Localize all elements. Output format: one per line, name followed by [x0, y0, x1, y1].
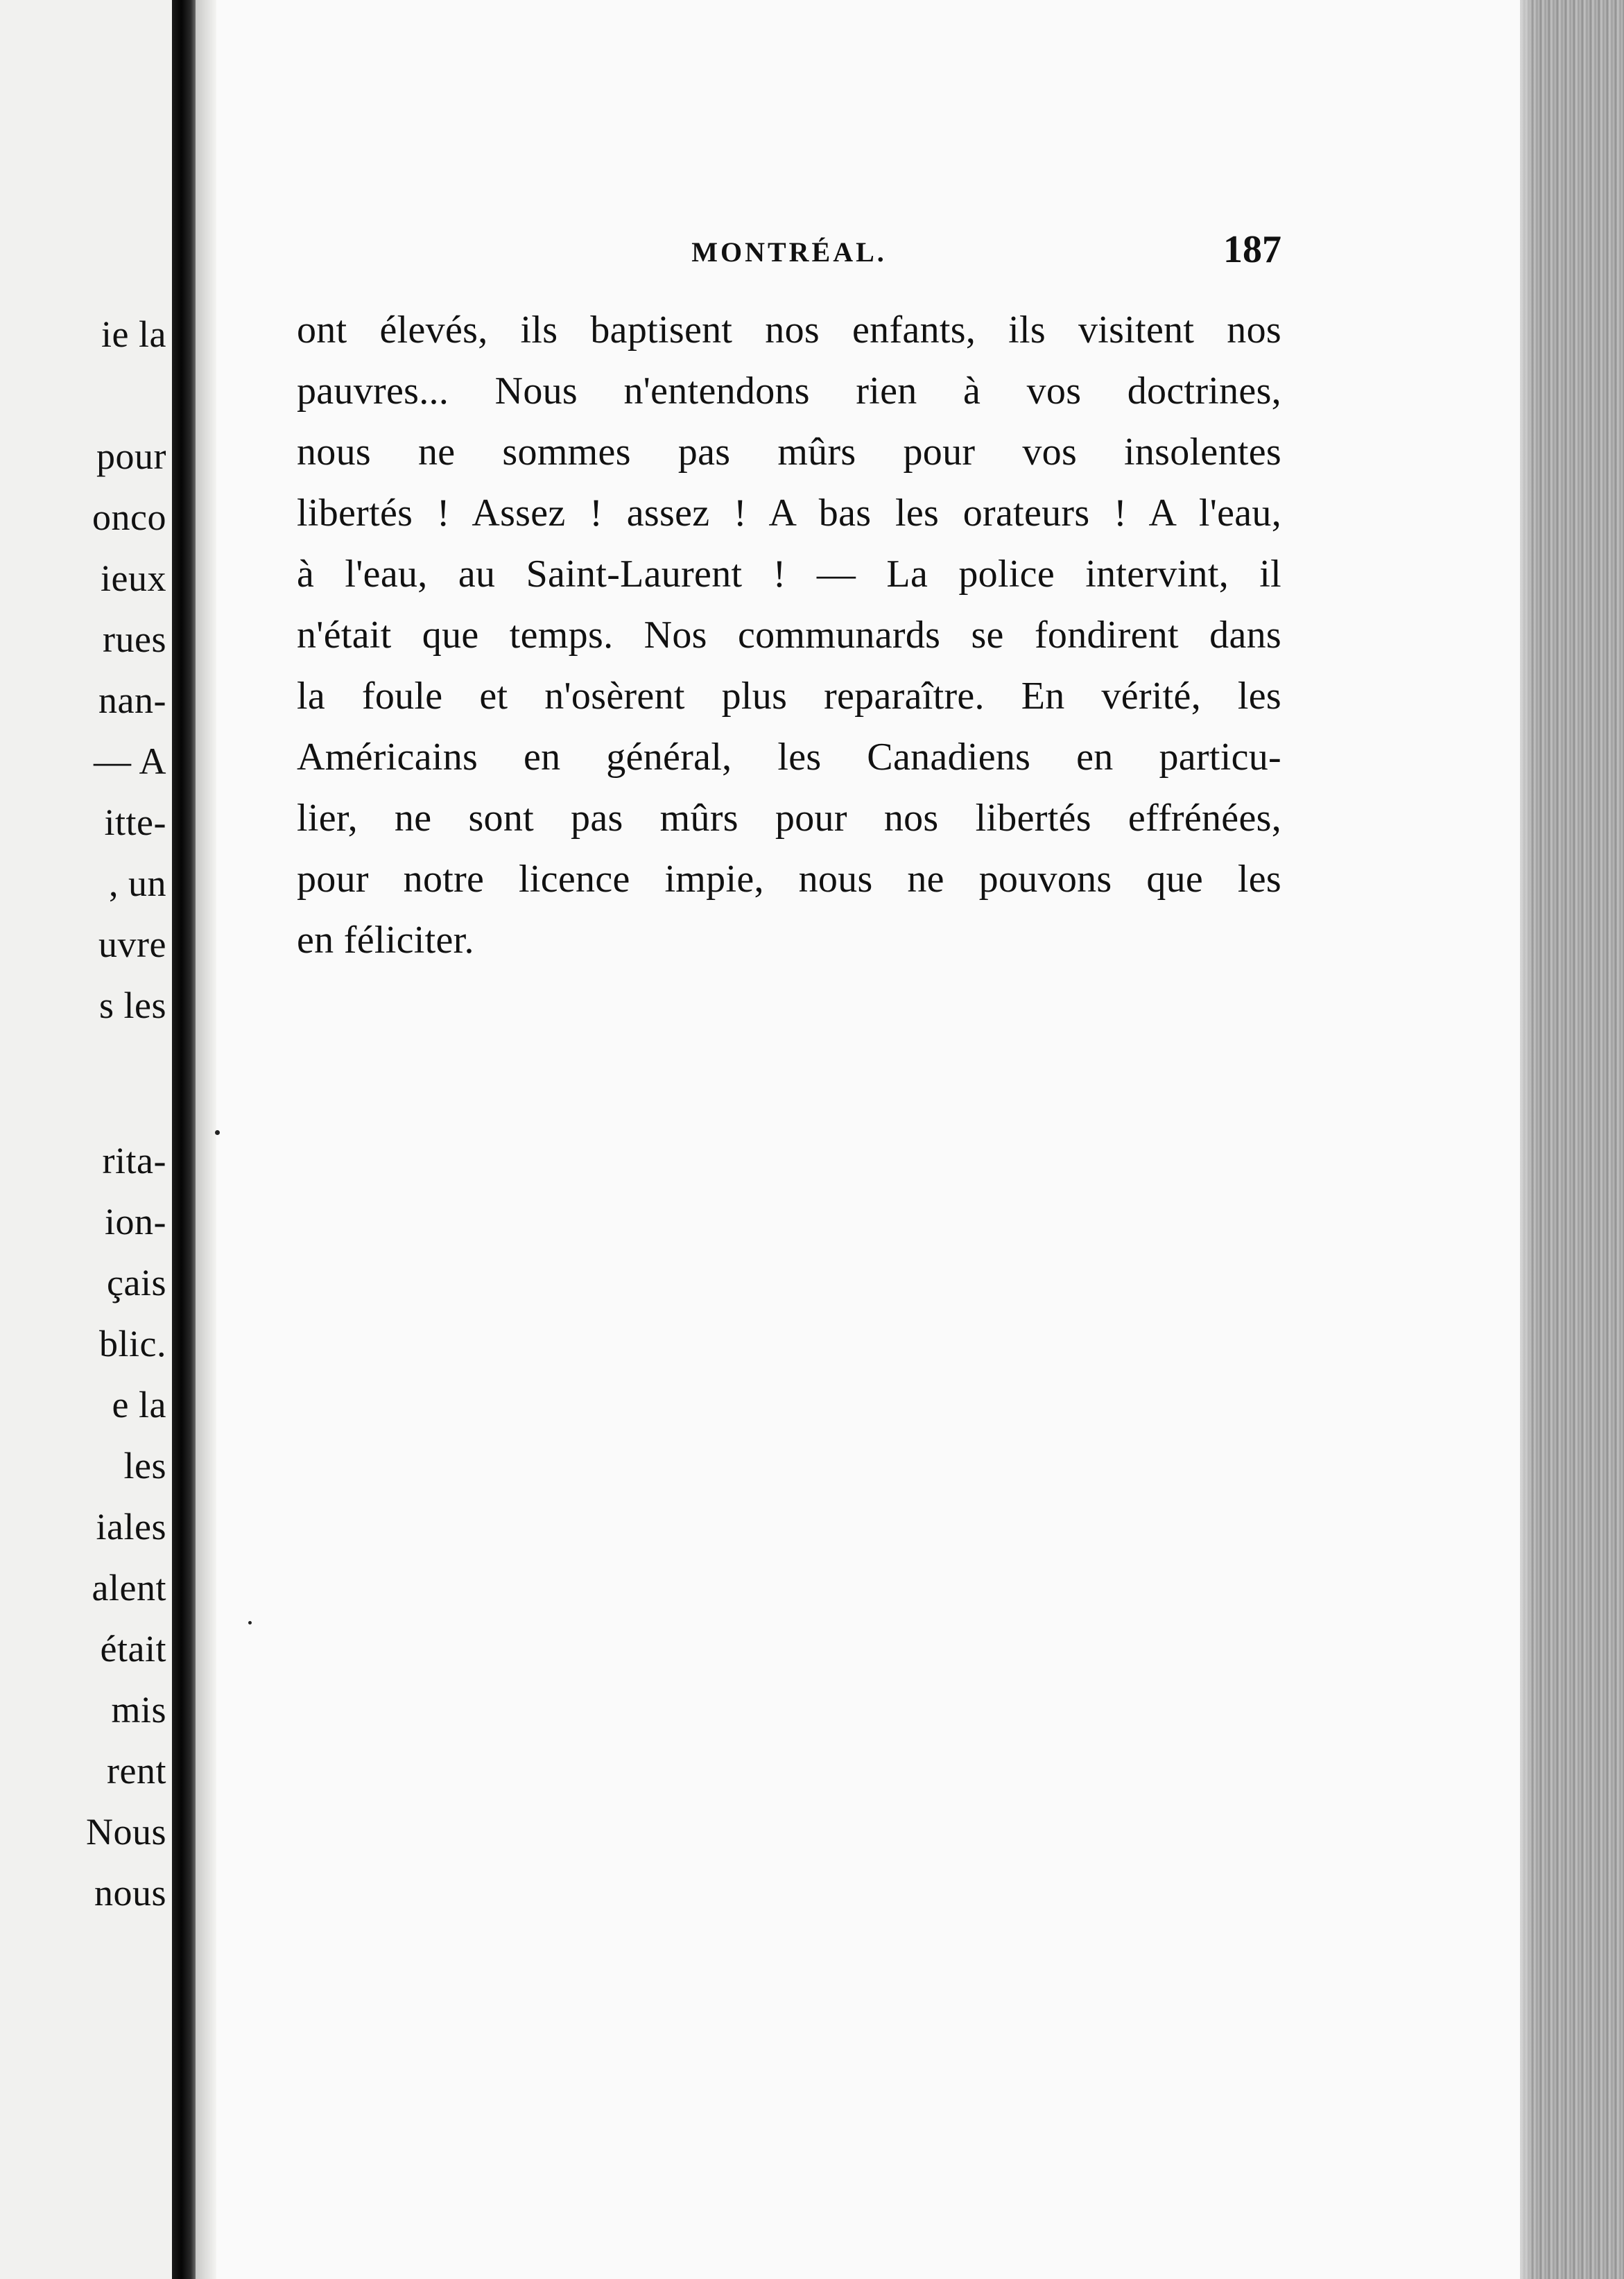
text-line: n'était que temps. Nos communards se fondirent dans: [297, 614, 1281, 657]
text-line: ont élevés, ils baptisent nos enfants, ils visitent nos: [297, 309, 1281, 352]
left-page-line: e la: [112, 1384, 166, 1426]
text-line: nous ne sommes pas mûrs pour vos insolentes: [297, 431, 1281, 474]
page-edges: [1520, 0, 1624, 2279]
page-edge-highlight: [1520, 0, 1534, 2279]
left-page-line: pour: [96, 435, 166, 477]
left-facing-page: [0, 0, 172, 2279]
text-line: à l'eau, au Saint-Laurent ! — La police intervint, il: [297, 553, 1281, 596]
text-line: lier, ne sont pas mûrs pour nos libertés effrénées,: [297, 797, 1281, 840]
ink-speck: [248, 1621, 252, 1624]
gutter-shadow: [196, 0, 216, 2279]
left-page-line: ieux: [101, 557, 166, 599]
text-line: pauvres... Nous n'entendons rien à vos doctrines,: [297, 370, 1281, 413]
left-page-line: ie la: [101, 313, 166, 355]
page-number: 187: [1223, 228, 1281, 271]
left-page-line: onco: [92, 496, 166, 538]
left-page-line: çais: [107, 1262, 166, 1303]
book-gutter: [172, 0, 196, 2279]
left-page-line: nous: [94, 1872, 166, 1914]
left-page-line: rent: [107, 1750, 166, 1792]
left-page-line: blic.: [99, 1323, 166, 1364]
left-page-line: rues: [103, 618, 166, 660]
ink-speck: [215, 1130, 220, 1135]
left-page-line: , un: [109, 863, 166, 904]
left-page-line: — A: [93, 740, 166, 782]
left-page-line: ion-: [105, 1201, 166, 1242]
left-page-line: rita-: [102, 1140, 166, 1181]
running-head: [297, 223, 1281, 279]
left-page-line: s les: [99, 985, 166, 1026]
left-page-line: iales: [96, 1506, 166, 1548]
text-line: en féliciter.: [297, 919, 474, 962]
left-page-line: mis: [111, 1689, 166, 1731]
text-line: la foule et n'osèrent plus reparaître. En vérité, les: [297, 675, 1281, 718]
left-page-line: les: [123, 1445, 166, 1487]
left-page-line: Nous: [85, 1811, 166, 1853]
left-page-line: itte-: [104, 801, 166, 843]
left-page-line: alent: [92, 1567, 166, 1609]
body-text: [297, 300, 1281, 971]
left-page-line: était: [100, 1628, 166, 1670]
text-line: pour notre licence impie, nous ne pouvons que les: [297, 858, 1281, 901]
left-page-line: uvre: [98, 924, 166, 965]
text-line: libertés ! Assez ! assez ! A bas les orateurs ! A l'eau,: [297, 492, 1281, 535]
left-page-line: nan-: [98, 679, 166, 721]
running-title: MONTRÉAL.: [691, 236, 887, 268]
text-line: Américains en général, les Canadiens en particu-: [297, 736, 1281, 779]
